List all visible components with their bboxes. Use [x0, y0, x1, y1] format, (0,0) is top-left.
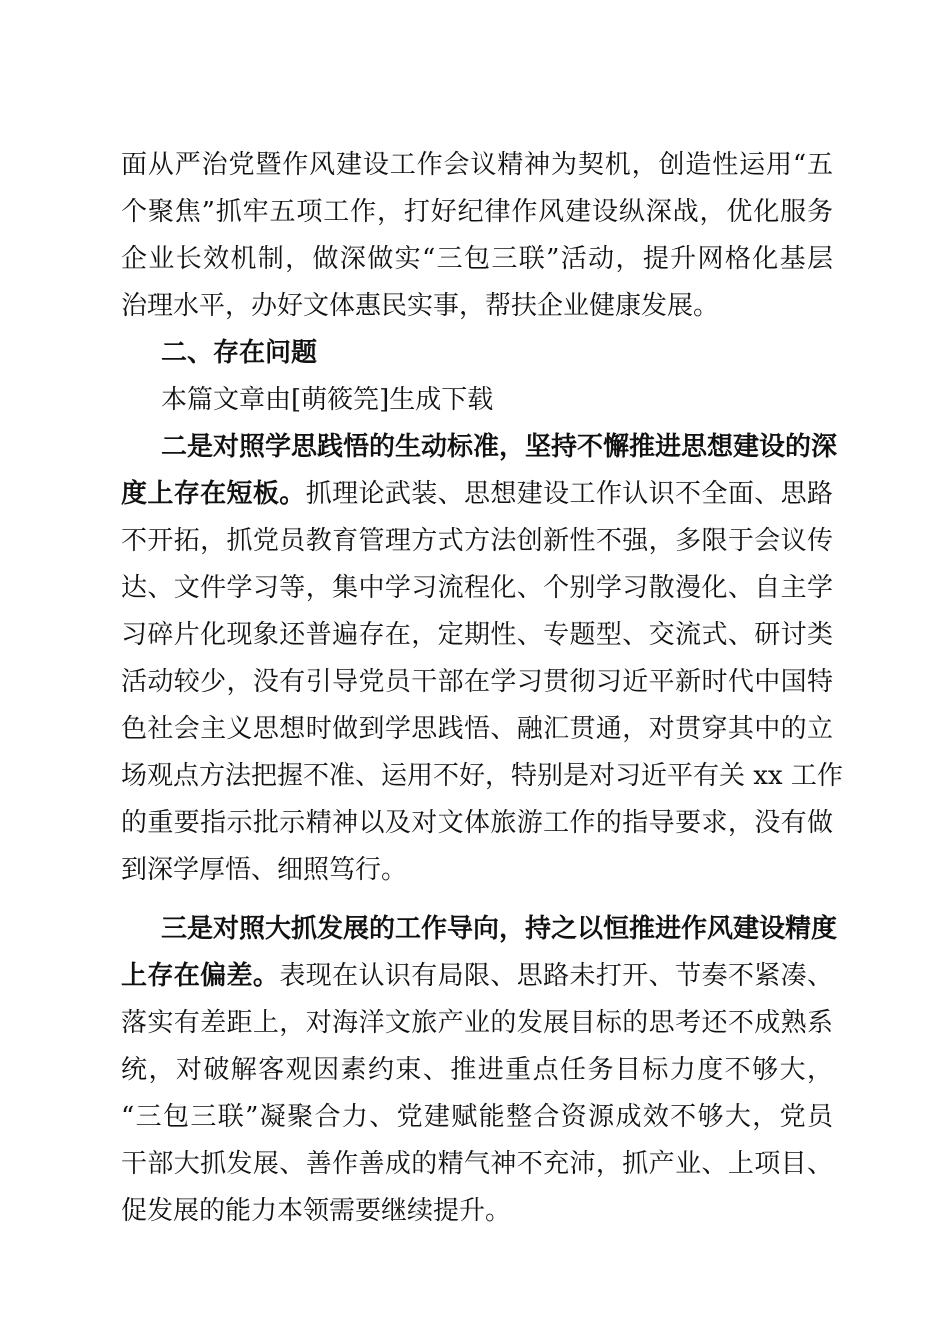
paragraph-lead-line: 二是对照学思践悟的生动标准，坚持不懈推进思想建设的深 [161, 432, 838, 462]
paragraph-line: 的重要指示批示精神以及对文体旅游工作的指导要求，没有做 [121, 808, 833, 838]
paragraph-line: 治理水平，办好文体惠民实事，帮扶企业健康发展。 [121, 291, 720, 321]
paragraph-two [121, 424, 843, 894]
paragraph-line: 促发展的能力本领需要继续提升。 [121, 1196, 512, 1226]
paragraph-line: 习碎片化现象还普遍存在，定期性、专题型、交流式、研讨类 [121, 620, 833, 650]
download-note: 本篇文章由[萌筱笎]生成下载 [161, 385, 494, 415]
paragraph-line-rest: 表现在认识有局限、思路未打开、节奏不紧凑、 [279, 961, 833, 991]
section-heading: 二、存在问题 [161, 338, 318, 368]
intro-paragraph [121, 142, 833, 330]
paragraph-line: 落实有差距上，对海洋文旅产业的发展目标的思考还不成熟系 [121, 1008, 833, 1038]
paragraph-line: 活动较少，没有引导党员干部在学习贯彻习近平新时代中国特 [121, 667, 833, 697]
paragraph-line: 不开拓，抓党员教育管理方式方法创新性不强，多限于会议传 [121, 526, 833, 556]
paragraph-line: 达、文件学习等，集中学习流程化、个别学习散漫化、自主学 [121, 573, 833, 603]
paragraph-line-rest: 抓理论武装、思想建设工作认识不全面、思路 [305, 479, 833, 509]
paragraph-line: 色社会主义思想时做到学思践悟、融汇贯通，对贯穿其中的立 [121, 714, 833, 744]
paragraph-line: 场观点方法把握不准、运用不好，特别是对习近平有关 xx 工作 [121, 761, 843, 791]
document-body [121, 142, 843, 1235]
paragraph-three [121, 906, 838, 1235]
paragraph-lead-bold: 度上存在短板。 [121, 479, 306, 509]
paragraph-line: 面从严治党暨作风建设工作会议精神为契机，创造性运用“五 [121, 150, 833, 180]
paragraph-line: “三包三联”凝聚合力、党建赋能整合资源成效不够大，党员 [121, 1102, 833, 1132]
paragraph-lead-bold: 上存在偏差。 [121, 961, 280, 991]
paragraph-line: 个聚焦”抓牢五项工作，打好纪律作风建设纵深战，优化服务 [121, 197, 833, 227]
paragraph-line: 统，对破解客观因素约束、推进重点任务目标力度不够大， [121, 1055, 833, 1085]
paragraph-line: 到深学厚悟、细照笃行。 [121, 855, 408, 885]
paragraph-line: 企业长效机制，做深做实“三包三联”活动，提升网格化基层 [121, 244, 833, 274]
paragraph-lead-line: 三是对照大抓发展的工作导向，持之以恒推进作风建设精度 [161, 914, 838, 944]
paragraph-line [121, 471, 833, 518]
paragraph-line [121, 953, 833, 1000]
paragraph-line: 干部大抓发展、善作善成的精气神不充沛，抓产业、上项目、 [121, 1149, 833, 1179]
paragraph-spacer [121, 894, 833, 906]
